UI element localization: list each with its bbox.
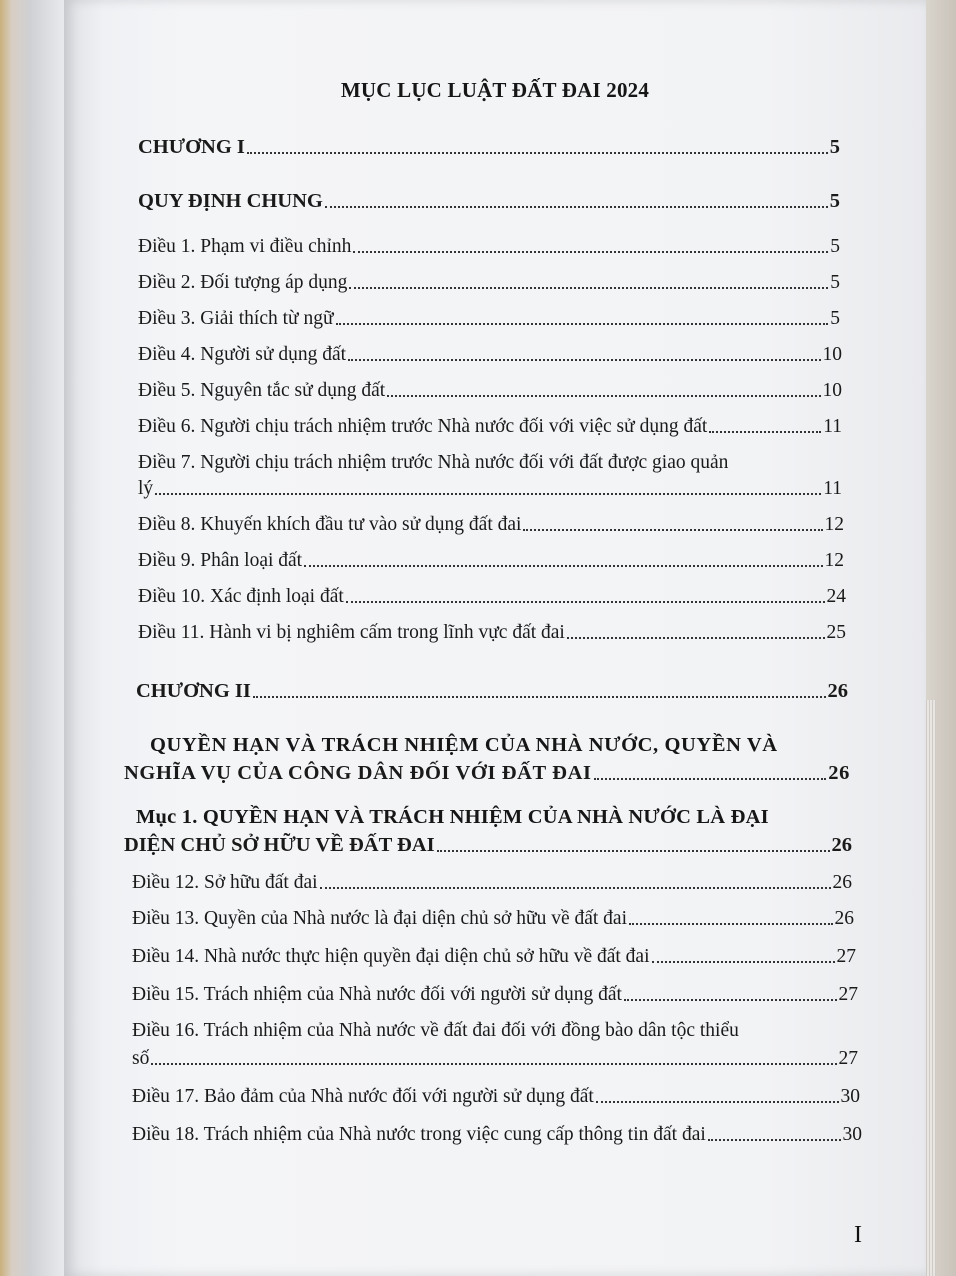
toc-label: DIỆN CHỦ SỞ HỮU VỀ ĐẤT ĐAI bbox=[124, 834, 435, 856]
toc-entry-dieu-18 bbox=[132, 1124, 862, 1146]
dot-leader bbox=[336, 323, 829, 325]
toc-page-number: 27 bbox=[838, 984, 858, 1005]
dot-leader bbox=[320, 887, 831, 889]
toc-label: Điều 2. Đối tượng áp dụng bbox=[138, 272, 348, 293]
dot-leader bbox=[594, 778, 827, 780]
toc-page-number: 25 bbox=[826, 622, 846, 643]
dot-leader bbox=[346, 601, 825, 603]
dot-leader bbox=[596, 1101, 839, 1103]
toc-page-number: 30 bbox=[840, 1086, 860, 1107]
toc-entry-quy-dinh-chung bbox=[138, 190, 840, 213]
toc-entry-dieu-13 bbox=[132, 908, 854, 930]
toc-label: Điều 8. Khuyến khích đầu tư vào sử dụng đất đai bbox=[138, 514, 522, 535]
toc-entry-dieu-1 bbox=[138, 236, 840, 258]
toc-label: Điều 12. Sở hữu đất đai bbox=[132, 872, 318, 893]
dot-leader bbox=[387, 395, 820, 397]
toc-label: Điều 6. Người chịu trách nhiệm trước Nhà nước đối với việc sử dụng đất bbox=[138, 416, 708, 437]
toc-page-number: 26 bbox=[832, 872, 852, 893]
dot-leader bbox=[349, 287, 828, 289]
dot-leader bbox=[709, 431, 821, 433]
dot-leader bbox=[567, 637, 825, 639]
toc-page-number: 12 bbox=[824, 514, 844, 535]
dot-leader bbox=[708, 1139, 841, 1141]
toc-entry-dieu-5 bbox=[138, 380, 842, 402]
toc-page-number: 12 bbox=[824, 550, 844, 571]
toc-label: Điều 11. Hành vi bị nghiêm cấm trong lĩnh vực đất đai bbox=[138, 622, 565, 643]
toc-label: Điều 15. Trách nhiệm của Nhà nước đối với người sử dụng đất bbox=[132, 984, 622, 1005]
toc-page-number: 10 bbox=[822, 380, 842, 401]
toc-entry-dieu-2 bbox=[138, 272, 840, 294]
toc-label: Điều 9. Phân loại đất bbox=[138, 550, 303, 571]
toc-label: QUY ĐỊNH CHUNG bbox=[138, 190, 323, 212]
toc-label: Điều 17. Bảo đảm của Nhà nước đối với người sử dụng đất bbox=[132, 1086, 594, 1107]
toc-entry-dieu-3 bbox=[138, 308, 840, 330]
toc-page-number: 26 bbox=[828, 762, 850, 784]
toc-label: lý bbox=[138, 478, 154, 499]
book-page bbox=[64, 0, 926, 1276]
toc-entry-muc-1 bbox=[124, 834, 852, 857]
dot-leader bbox=[652, 961, 835, 963]
toc-label: CHƯƠNG I bbox=[138, 136, 245, 158]
toc-page-number: 24 bbox=[826, 586, 846, 607]
toc-page-number: 27 bbox=[836, 946, 856, 967]
toc-label: Điều 18. Trách nhiệm của Nhà nước trong việc cung cấp thông tin đất đai bbox=[132, 1124, 706, 1145]
toc-entry-chapter-1 bbox=[138, 136, 840, 159]
toc-entry-dieu-16 bbox=[132, 1048, 858, 1070]
toc-page-number: 10 bbox=[822, 344, 842, 365]
toc-heading-muc-1-line-1: Mục 1. QUYỀN HẠN VÀ TRÁCH NHIỆM CỦA NHÀ NƯỚC LÀ ĐẠI bbox=[136, 806, 769, 828]
toc-entry-dieu-16-line-1: Điều 16. Trách nhiệm của Nhà nước về đất đai đối với đồng bào dân tộc thiểu bbox=[132, 1020, 739, 1041]
dot-leader bbox=[253, 696, 826, 698]
toc-entry-dieu-10 bbox=[138, 586, 846, 608]
toc-page-number: 5 bbox=[829, 136, 840, 158]
dot-leader bbox=[247, 152, 828, 154]
toc-page-number: 5 bbox=[830, 272, 840, 293]
toc-page-number: 30 bbox=[842, 1124, 862, 1145]
toc-label: CHƯƠNG II bbox=[136, 680, 251, 702]
page-number: I bbox=[854, 1222, 862, 1248]
toc-page-number: 26 bbox=[831, 834, 852, 856]
toc-page-number: 11 bbox=[823, 416, 842, 437]
toc-entry-chapter-2 bbox=[136, 680, 848, 703]
toc-label: Điều 10. Xác định loại đất bbox=[138, 586, 344, 607]
toc-entry-dieu-15 bbox=[132, 984, 858, 1006]
toc-label: Điều 13. Quyền của Nhà nước là đại diện chủ sở hữu về đất đai bbox=[132, 908, 627, 929]
toc-entry-dieu-4 bbox=[138, 344, 842, 366]
toc-label: Điều 4. Người sử dụng đất bbox=[138, 344, 347, 365]
dot-leader bbox=[624, 999, 837, 1001]
toc-label: Điều 3. Giải thích từ ngữ bbox=[138, 308, 334, 329]
dot-leader bbox=[304, 565, 822, 567]
page-title: MỤC LỤC LUẬT ĐẤT ĐAI 2024 bbox=[340, 78, 650, 102]
dot-leader bbox=[155, 493, 821, 495]
toc-label: Điều 14. Nhà nước thực hiện quyền đại diện chủ sở hữu về đất đai bbox=[132, 946, 650, 967]
toc-heading-quyen-han-line-1: QUYỀN HẠN VÀ TRÁCH NHIỆM CỦA NHÀ NƯỚC, QUYỀN VÀ bbox=[150, 734, 778, 756]
dot-leader bbox=[325, 206, 828, 208]
toc-entry-dieu-12 bbox=[132, 872, 852, 894]
toc-entry-quyen-han bbox=[124, 762, 850, 785]
toc-label: NGHĨA VỤ CỦA CÔNG DÂN ĐỐI VỚI ĐẤT ĐAI bbox=[124, 762, 592, 784]
toc-label: số bbox=[132, 1048, 150, 1069]
toc-page-number: 26 bbox=[834, 908, 854, 929]
dot-leader bbox=[523, 529, 822, 531]
toc-entry-dieu-17 bbox=[132, 1086, 860, 1108]
dot-leader bbox=[348, 359, 820, 361]
dot-leader bbox=[151, 1063, 836, 1065]
toc-entry-dieu-14 bbox=[132, 946, 856, 968]
toc-page-number: 5 bbox=[830, 236, 840, 257]
toc-entry-dieu-8 bbox=[138, 514, 844, 536]
toc-page-number: 26 bbox=[827, 680, 848, 702]
dot-leader bbox=[353, 251, 828, 253]
toc-page-number: 5 bbox=[830, 308, 840, 329]
toc-entry-dieu-11 bbox=[138, 622, 846, 644]
toc-entry-dieu-7-line-1: Điều 7. Người chịu trách nhiệm trước Nhà nước đối với đất được giao quản bbox=[138, 452, 729, 473]
dot-leader bbox=[629, 923, 833, 925]
toc-label: Điều 1. Phạm vi điều chỉnh bbox=[138, 236, 352, 257]
toc-page-number: 27 bbox=[838, 1048, 858, 1069]
dot-leader bbox=[437, 850, 830, 852]
toc-entry-dieu-9 bbox=[138, 550, 844, 572]
toc-label: Điều 5. Nguyên tắc sử dụng đất bbox=[138, 380, 386, 401]
toc-entry-dieu-6 bbox=[138, 416, 842, 438]
toc-entry-dieu-7 bbox=[138, 478, 842, 500]
toc-page-number: 5 bbox=[829, 190, 840, 212]
toc-page-number: 11 bbox=[823, 478, 842, 499]
